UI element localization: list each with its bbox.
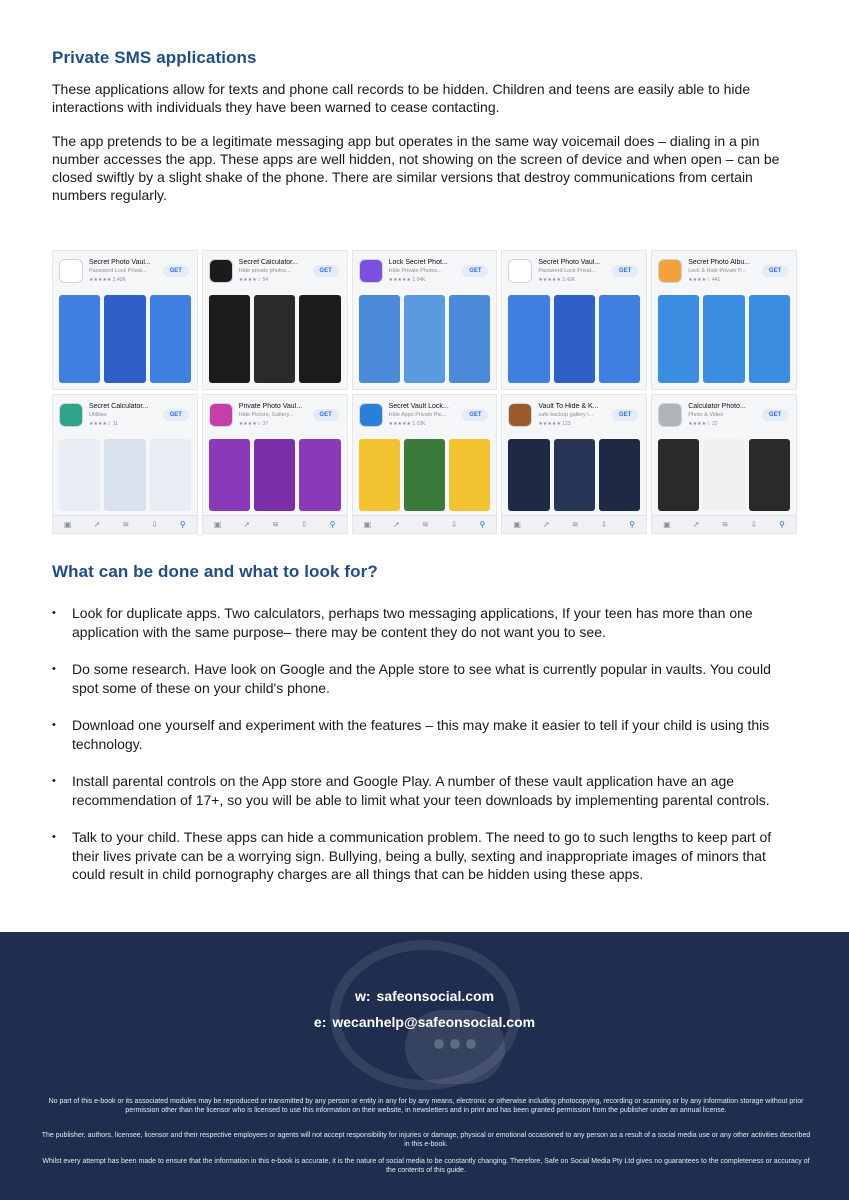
app-previews: [359, 295, 491, 383]
app-preview-image: [209, 439, 250, 511]
today-icon: ▣: [663, 520, 671, 529]
app-subtitle: Hide Private Photos...: [388, 268, 442, 274]
app-rating: ★★★★☆ 441: [688, 277, 721, 283]
games-icon: ➚: [543, 520, 550, 529]
get-button[interactable]: GET: [612, 265, 638, 277]
app-preview-image: [449, 439, 490, 511]
app-rating: ★★★★★ 1.02K: [388, 421, 426, 427]
app-subtitle: Hide private photos...: [238, 268, 291, 274]
app-name: Lock Secret Phot...: [388, 259, 448, 266]
app-preview-image: [449, 295, 490, 383]
app-preview-image: [508, 295, 549, 383]
app-name: Secret Photo Albu...: [688, 259, 751, 266]
app-icon: [658, 259, 682, 283]
app-preview-image: [254, 439, 295, 511]
app-card: [352, 394, 498, 534]
get-button[interactable]: GET: [462, 409, 488, 421]
get-button[interactable]: GET: [762, 409, 788, 421]
app-previews: [508, 439, 640, 511]
app-card: [501, 394, 647, 534]
app-preview-image: [359, 439, 400, 511]
app-previews: [658, 295, 790, 383]
tab-bar: [203, 515, 347, 533]
list-item: • Talk to your child. These apps can hide a communication problem. The need to go to such lengths to keep part of their lives private can be a worrying sign. Bullying, being a bully, sexting and inappropriate images of minors that could result in child pornography charges are all things that can be hidden using these apps.: [52, 828, 797, 884]
app-card: [352, 250, 498, 390]
apps-icon: ≋: [571, 520, 579, 529]
app-card: [52, 250, 198, 390]
app-name: Secret Vault Lock...: [388, 403, 449, 410]
app-icon: [209, 259, 233, 283]
app-subtitle: Hide Picture, Gallery...: [238, 412, 294, 418]
app-previews: [658, 439, 790, 511]
app-subtitle: Photo & Video: [688, 412, 724, 418]
app-header: [658, 257, 792, 289]
app-icon: [658, 403, 682, 427]
search-icon: ⚲: [779, 520, 785, 529]
games-icon: ➚: [393, 520, 400, 529]
app-preview-image: [599, 439, 640, 511]
app-preview-image: [104, 439, 145, 511]
app-header: [658, 401, 792, 433]
app-header: [209, 257, 343, 289]
paragraph: These applications allow for texts and phone call records to be hidden. Children and teens are easily able to hide interactions with individuals they have been warned to cease contacting.: [52, 81, 751, 115]
today-icon: ▣: [64, 520, 72, 529]
tab-bar: [652, 515, 796, 533]
app-preview-image: [150, 439, 191, 511]
app-header: [209, 401, 343, 433]
app-card: [651, 394, 797, 534]
search-icon: ⚲: [629, 520, 636, 529]
advice-list: [52, 604, 797, 884]
tab-bar: [353, 515, 497, 533]
tab-bar: [502, 515, 646, 533]
app-subtitle: Hide Apps Private Pic...: [388, 412, 447, 418]
apps-icon: ≋: [421, 520, 429, 529]
app-preview-image: [104, 295, 145, 383]
tab-bar: [53, 515, 197, 533]
get-button[interactable]: GET: [612, 409, 638, 421]
app-preview-image: [59, 295, 100, 383]
app-previews: [359, 439, 491, 511]
app-name: Vault To Hide & K...: [538, 403, 599, 410]
app-icon: [359, 259, 383, 283]
app-card: [202, 394, 348, 534]
app-preview-image: [150, 295, 191, 383]
list-item: • Download one yourself and experiment with the features – this may make it easier to tell if your child is using this technology.: [52, 716, 797, 753]
get-button[interactable]: GET: [313, 409, 339, 421]
app-subtitle: safe backup gallery l...: [538, 412, 594, 418]
website-link[interactable]: safeonsocial.com: [376, 988, 495, 1004]
get-button[interactable]: GET: [762, 265, 788, 277]
app-preview-image: [508, 439, 549, 511]
updates-icon: ⇩: [450, 520, 458, 529]
updates-icon: ⇩: [750, 520, 758, 529]
app-card: [52, 394, 198, 534]
footer: [0, 932, 849, 1200]
app-header: [359, 257, 493, 289]
app-name: Secret Calculator...: [89, 403, 149, 410]
app-preview-image: [599, 295, 640, 383]
list-item: • Do some research. Have look on Google and the Apple store to see what is currently popular in vaults. You could spot some of these on your child's phone.: [52, 660, 797, 697]
app-preview-image: [554, 439, 595, 511]
app-rating: ★★★★☆ 11: [89, 421, 118, 427]
section-what-to-look-for: [52, 562, 797, 903]
app-card: [651, 250, 797, 390]
app-preview-image: [658, 439, 699, 511]
app-rating: ★★★★★ 2.42K: [538, 277, 576, 283]
app-icon: [59, 259, 83, 283]
app-rating: ★★★★★ 1.04K: [388, 277, 426, 283]
updates-icon: ⇩: [600, 520, 608, 529]
app-icon: [508, 259, 532, 283]
app-preview-image: [299, 295, 340, 383]
app-header: [59, 257, 193, 289]
search-icon: ⚲: [329, 520, 336, 529]
get-button[interactable]: GET: [462, 265, 488, 277]
email-label: e:: [313, 1014, 327, 1030]
website-line: [0, 988, 849, 1004]
app-icon: [59, 403, 83, 427]
app-header: [508, 401, 642, 433]
app-rating: ★★★★☆ 22: [688, 421, 718, 427]
section-heading: What can be done and what to look for?: [52, 562, 378, 581]
app-name: Calculator Photo...: [688, 403, 746, 410]
app-previews: [59, 439, 191, 511]
apps-icon: ≋: [272, 520, 279, 529]
app-name: Secret Photo Vaul...: [89, 259, 151, 266]
legal-text: No part of this e-book or its associated modules may be reproduced or transmitted by any person or entity in any for by any means, electronic or otherwise including photocopying, recording or scanning or by any information storage without prior permission other than the licensor who is licensed to use this information on their website, in newsletters and in print and has been granted permission from the publisher under an annual license.: [48, 1098, 804, 1114]
app-rating: ★★★★★ 2.42K: [89, 277, 126, 283]
get-button[interactable]: GET: [313, 265, 339, 277]
search-icon: ⚲: [479, 520, 486, 529]
app-preview-image: [703, 439, 744, 511]
games-icon: ➚: [243, 520, 251, 529]
email-link[interactable]: wecanhelp@safeonsocial.com: [332, 1014, 536, 1030]
list-item: • Look for duplicate apps. Two calculators, perhaps two messaging applications, If your teen has more than one application with the same purpose– there may be content they do not want you to see.: [52, 604, 797, 641]
app-preview-image: [749, 295, 790, 383]
app-rating: ★★★★★ 123: [538, 421, 571, 427]
get-button[interactable]: GET: [163, 265, 189, 277]
section-private-sms: [52, 48, 797, 204]
today-icon: ▣: [213, 520, 222, 529]
app-subtitle: Password Lock Privat...: [538, 268, 596, 274]
today-icon: ▣: [363, 520, 372, 529]
app-name: Secret Calculator...: [238, 259, 298, 266]
app-rating: ★★★★☆ 54: [238, 277, 269, 283]
email-line: [0, 1014, 849, 1030]
app-preview-image: [254, 295, 295, 383]
app-preview-image: [299, 439, 340, 511]
app-previews: [59, 295, 191, 383]
app-previews: [209, 439, 341, 511]
app-name: Private Photo Vaul...: [238, 403, 303, 410]
updates-icon: ⇩: [151, 520, 158, 529]
updates-icon: ⇩: [300, 520, 308, 529]
apps-icon: ≋: [721, 520, 729, 529]
app-header: [508, 257, 642, 289]
app-previews: [508, 295, 640, 383]
app-header: [59, 401, 193, 433]
app-subtitle: Utilities: [89, 412, 107, 418]
section-heading: Private SMS applications: [52, 48, 257, 67]
app-icon: [359, 403, 383, 427]
games-icon: ➚: [93, 520, 101, 529]
app-card: [202, 250, 348, 390]
app-store-screenshots: [52, 250, 797, 534]
legal-text: Whilst every attempt has been made to ensure that the information in this e-book is accurate, it is the nature of social media to be constantly changing. Therefore, Safe on Social Media Pty Ltd gives no guarantees to the completeness or accuracy of the contents of this guide.: [42, 1158, 810, 1174]
app-preview-image: [404, 439, 445, 511]
app-icon: [209, 403, 233, 427]
website-label: w:: [354, 988, 371, 1004]
app-previews: [209, 295, 341, 383]
app-preview-image: [703, 295, 744, 383]
app-card: [501, 250, 647, 390]
search-icon: ⚲: [179, 520, 186, 529]
app-rating: ★★★★☆ 37: [238, 421, 269, 427]
legal-text: The publisher, authors, licensee, licensor and their respective employees or agents will not accept responsibility for injuries or damage, physical or emotional occasioned to any person as a result of a social media use or any other activities described in this e-book.: [41, 1132, 811, 1148]
app-icon: [508, 403, 532, 427]
app-preview-image: [209, 295, 250, 383]
paragraph: The app pretends to be a legitimate messaging app but operates in the same way voicemail does – dialing in a pin number accesses the app. These apps are well hidden, not showing on the screen of device and when open – can be closed swiftly by a slight shake of the phone. There are similar versions that destroy communications from certain numbers regularly.: [52, 133, 780, 203]
app-subtitle: Password Lock Privat...: [89, 268, 147, 274]
ellipsis-icon: [434, 1039, 476, 1049]
get-button[interactable]: GET: [163, 409, 189, 421]
app-subtitle: Lock & Hide Private P...: [688, 268, 746, 274]
list-item: • Install parental controls on the App store and Google Play. A number of these vault application have an age recommendation of 17+, so you will be able to limit what your teen downloads by implementing parental controls.: [52, 772, 797, 809]
today-icon: ▣: [513, 520, 521, 529]
app-preview-image: [404, 295, 445, 383]
app-preview-image: [749, 439, 790, 511]
app-preview-image: [59, 439, 100, 511]
app-name: Secret Photo Vaul...: [538, 259, 601, 266]
app-header: [359, 401, 493, 433]
games-icon: ➚: [692, 520, 700, 529]
apps-icon: ≋: [122, 520, 130, 529]
app-preview-image: [359, 295, 400, 383]
app-preview-image: [658, 295, 699, 383]
app-preview-image: [554, 295, 595, 383]
